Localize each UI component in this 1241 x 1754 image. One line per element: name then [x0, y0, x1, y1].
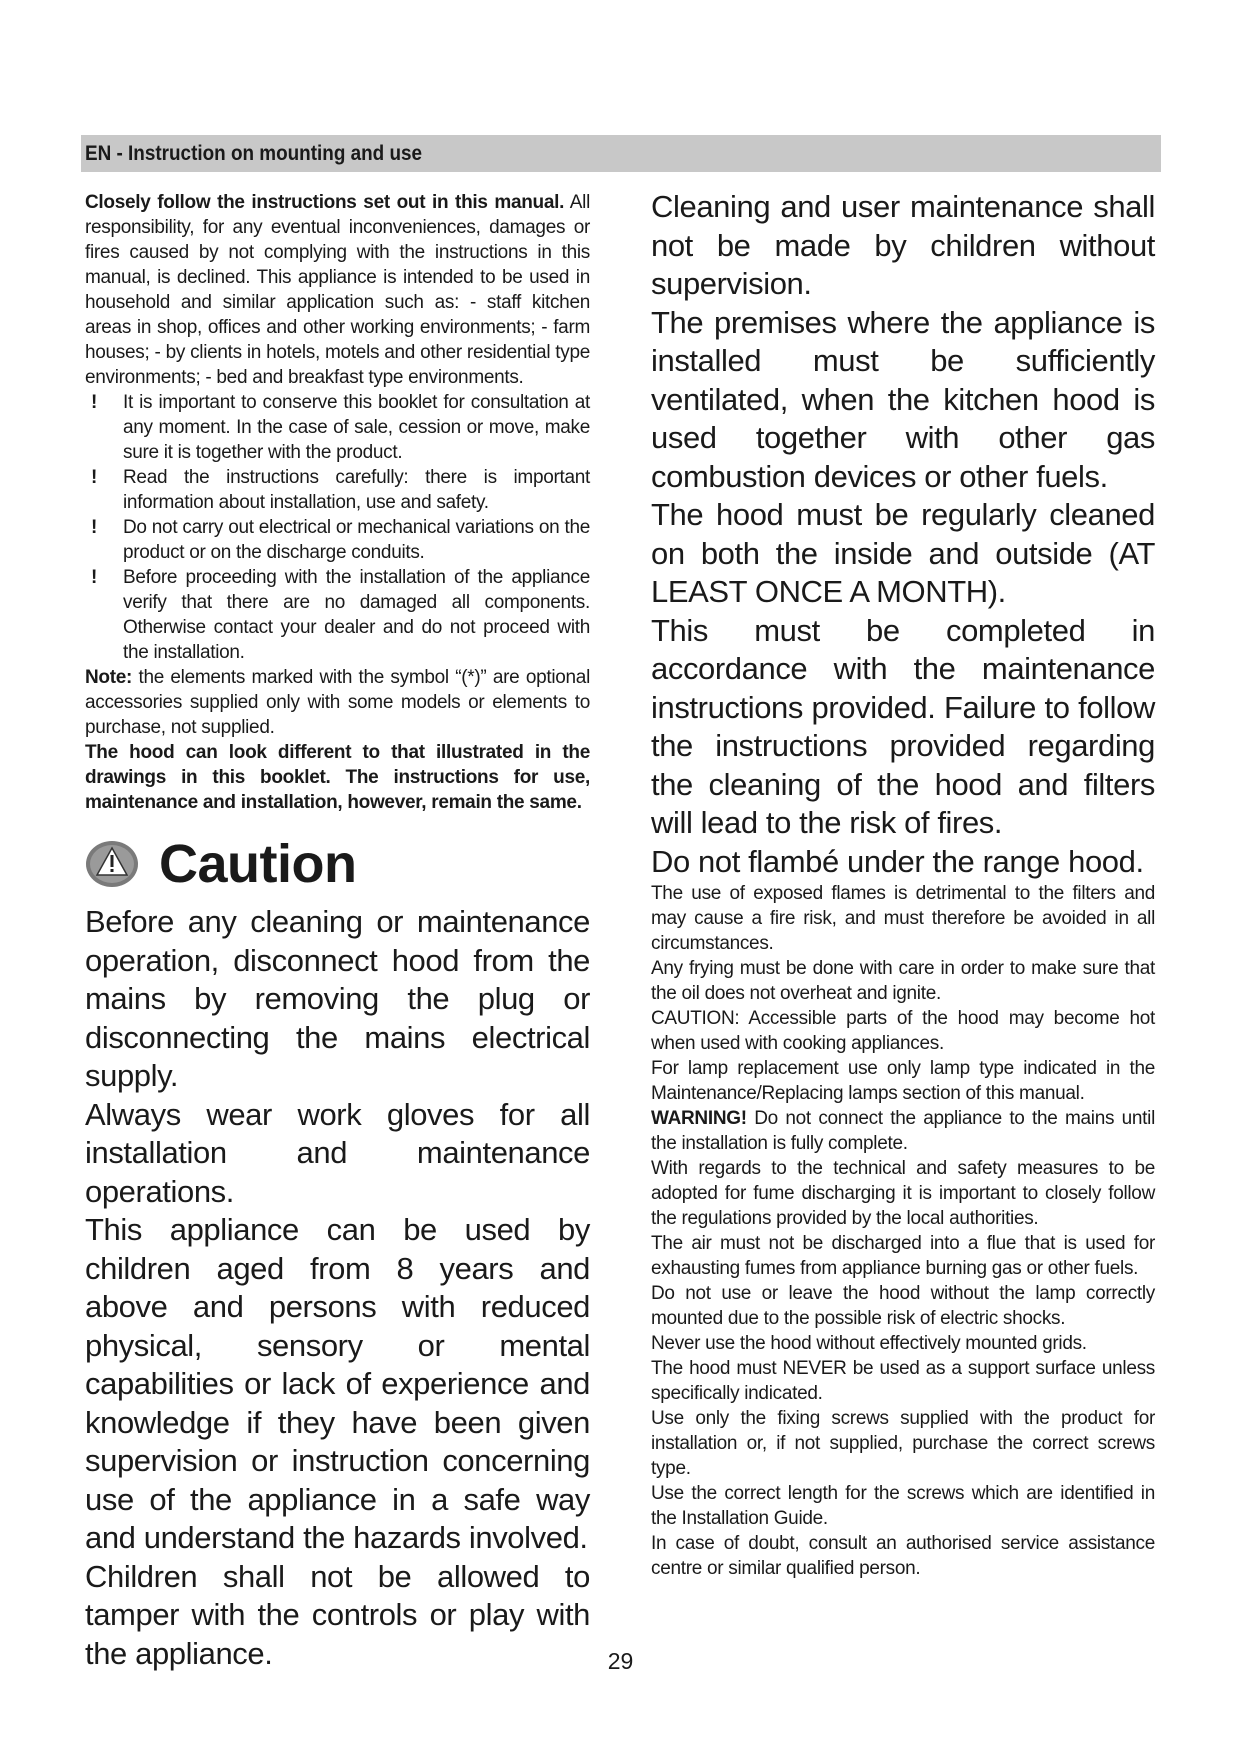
exclamation-mark: ! [90, 517, 98, 538]
safety-note: Never use the hood without effectively mounted grids. [651, 1333, 1087, 1354]
bullet-text: Before proceeding with the installation of the appliance verify that there are no damaged all components. Otherwise contact your dealer and do not proceed with the installation. [123, 567, 590, 663]
safety-note: The air must not be discharged into a flue that is used for exhausting fumes from appliance burning gas or other fuels. [651, 1233, 1155, 1279]
warning-text: Do not connect the appliance to the mains until the installation is fully complete. [651, 1108, 1155, 1154]
bullet-text: Read the instructions carefully: there is important information about installation, use and safety. [123, 467, 590, 513]
safety-note: With regards to the technical and safety measures to be adopted for fume discharging it is important to closely follow the regulations provided by the local authorities. [651, 1158, 1155, 1229]
maintenance-paragraph: Cleaning and user maintenance shall not be made by children without supervision. [651, 189, 1155, 301]
safety-note: The hood must NEVER be used as a support surface unless specifically indicated. [651, 1358, 1155, 1404]
safety-note: In case of doubt, consult an authorised service assistance centre or similar qualified person. [651, 1533, 1155, 1579]
note-text: the elements marked with the symbol “(*)” are optional accessories supplied only with some models or elements to purchase, not supplied. [85, 667, 590, 738]
caution-paragraph: This appliance can be used by children aged from 8 years and above and persons with reduced physical, sensory or mental capabilities or lack of experience and knowledge if they have been given supervision or instruction concerning use of the appliance in a safe way and understand the hazards involved. [85, 1212, 590, 1555]
safety-note: Do not use or leave the hood without the lamp correctly mounted due to the possible risk of electric shocks. [651, 1283, 1155, 1329]
flambe-paragraph: Do not flambé under the range hood. [651, 843, 1144, 879]
caution-paragraph: Before any cleaning or maintenance operation, disconnect hood from the mains by removing the plug or disconnecting the mains electrical supply. [85, 904, 590, 1093]
exclamation-mark: ! [90, 567, 98, 588]
cleaning-paragraph: The hood must be regularly cleaned on both the inside and outside (AT LEAST ONCE A MONTH). [651, 497, 1155, 609]
bullet-item [85, 565, 590, 665]
safety-note: Use the correct length for the screws which are identified in the Installation Guide. [651, 1483, 1155, 1529]
intro-bold: Closely follow the instructions set out in this manual. [85, 192, 565, 213]
safety-note: The use of exposed flames is detrimental to the filters and may cause a fire risk, and must therefore be avoided in all circumstances. [651, 883, 1155, 954]
caution-paragraph: Always wear work gloves for all installation and maintenance operations. [85, 1096, 590, 1209]
safety-note: Any frying must be done with care in order to make sure that the oil does not overheat and ignite. [651, 958, 1155, 1004]
note-label: Note: [85, 667, 133, 688]
page-number: 29 [607, 1648, 634, 1674]
caution-paragraph: Children shall not be allowed to tamper with the controls or play with the appliance. [85, 1558, 590, 1671]
hood-notice: The hood can look different to that illustrated in the drawings in this booklet. The instructions for use, maintenance and installation, however, remain the same. [85, 742, 590, 813]
caution-title: Caution [159, 834, 357, 894]
ventilation-paragraph: The premises where the appliance is installed must be sufficiently ventilated, when the kitchen hood is used together with other gas combustion devices or other fuels. [651, 304, 1155, 494]
exclamation-mark: ! [90, 392, 98, 413]
left-column [85, 190, 590, 1673]
section-header [81, 135, 1161, 172]
safety-note: Use only the fixing screws supplied with the product for installation or, if not supplied, purchase the correct screws type. [651, 1408, 1155, 1479]
bullet-item [85, 390, 590, 465]
intro-paragraph [85, 190, 590, 390]
bullet-text: It is important to conserve this booklet for consultation at any moment. In the case of sale, cession or move, make sure it is together with the product. [123, 392, 590, 463]
note-paragraph [85, 665, 590, 740]
exclamation-mark: ! [90, 467, 98, 488]
bullet-item [85, 465, 590, 515]
warning-icon [85, 839, 139, 889]
bullet-item [85, 515, 590, 565]
intro-text: All responsibility, for any eventual inconveniences, damages or fires caused by not complying with the instructions in this manual, is declined. This appliance is intended to be used in household and similar application such as: - staff kitchen areas in shop, offices and other working environments; - farm houses; - by clients in hotels, motels and other residential type environments; - bed and breakfast type environments. [85, 192, 590, 388]
section-title: EN - Instruction on mounting and use [85, 142, 423, 165]
safety-note: For lamp replacement use only lamp type indicated in the Maintenance/Replacing lamps section of this manual. [651, 1058, 1155, 1104]
right-column [651, 188, 1155, 1581]
bullet-text: Do not carry out electrical or mechanical variations on the product or on the discharge conduits. [123, 517, 590, 563]
instructions-paragraph: This must be completed in accordance with the maintenance instructions provided. Failure to follow the instructions provided regarding the cleaning of the hood and filters will lead to the risk of fires. [651, 612, 1155, 840]
warning-note [651, 1106, 1155, 1156]
caution-heading [85, 831, 590, 897]
safety-note: CAUTION: Accessible parts of the hood may become hot when used with cooking appliances. [651, 1008, 1155, 1054]
warning-label: WARNING! [651, 1108, 747, 1129]
